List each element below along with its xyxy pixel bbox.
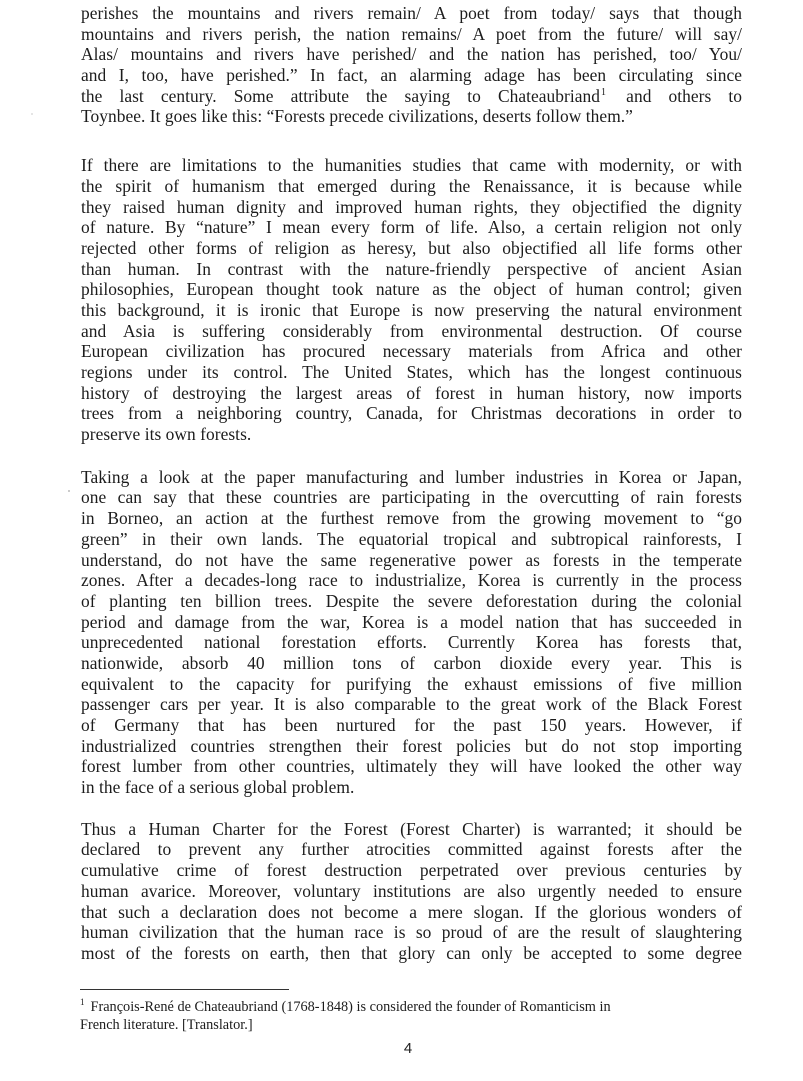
text-line: industrialized countries strengthen their forest policies but do not stop importing	[81, 735, 742, 756]
text-line: Alas/ mountains and rivers have perished/ and the nation has perished, too/ You/	[81, 44, 742, 65]
text-line: green” in their own lands. The equatorial tropical and subtropical rainforests, I	[81, 528, 742, 549]
footnote-line: French literature. [Translator.]	[80, 1016, 253, 1033]
text-line: nationwide, absorb 40 million tons of carbon dioxide every year. This is	[81, 652, 742, 673]
text-line: in Borneo, an action at the furthest remove from the growing movement to “go	[81, 508, 742, 529]
body-text	[81, 1, 742, 984]
text-line: trees from a neighboring country, Canada, for Christmas decorations in order to	[81, 403, 742, 424]
text-line: preserve its own forests.	[81, 424, 252, 445]
footnote-text: François-René de Chateaubriand (1768-1848) is considered the founder of Romanticism in	[90, 999, 611, 1015]
text-line: and Asia is suffering considerably from environmental destruction. Of course	[81, 320, 742, 341]
paragraph-4	[81, 819, 742, 964]
page-number: 4	[403, 1040, 413, 1057]
text-line: human avarice. Moreover, voluntary institutions are also urgently needed to ensure	[81, 880, 742, 901]
text-line: zones. After a decades-long race to industrialize, Korea is currently in the process	[81, 570, 742, 591]
text-segment: the last century. Some attribute the saying to Chateaubriand	[81, 85, 601, 106]
text-line: that such a declaration does not become a mere slogan. If the glorious wonders of	[81, 901, 742, 922]
text-line: rejected other forms of religion as heresy, but also objectified all life forms other	[81, 237, 742, 258]
text-line: equivalent to the capacity for purifying the exhaust emissions of five million	[81, 673, 742, 694]
text-line: most of the forests on earth, then that glory can only be accepted to some degree	[81, 942, 742, 963]
text-line: declared to prevent any further atrocities committed against forests after the	[81, 839, 742, 860]
footnote	[80, 999, 720, 1034]
text-line: regions under its control. The United States, which has the longest continuous	[81, 362, 742, 382]
text-line: understand, do not have the same regenerative power as forests in the temperate	[81, 549, 742, 570]
text-line: period and damage from the war, Korea is a model nation that has succeeded in	[81, 611, 742, 632]
text-line: history of destroying the largest areas of forest in human history, now imports	[81, 382, 742, 403]
scan-artifact	[31, 113, 33, 115]
text-line: of planting ten billion trees. Despite the severe deforestation during the colonial	[81, 590, 742, 611]
text-line: passenger cars per year. It is also comparable to the great work of the Black Forest	[81, 694, 742, 715]
footnote-line	[80, 999, 720, 1017]
paragraph-1	[81, 3, 742, 127]
paragraph-2	[81, 155, 742, 445]
text-line	[81, 86, 742, 107]
paragraph-3	[81, 467, 742, 798]
text-line: philosophies, European thought took nature as the object of human control; given	[81, 279, 742, 300]
text-line: the spirit of humanism that emerged during the Renaissance, it is because while	[81, 175, 742, 196]
scan-artifact	[68, 490, 70, 492]
text-line: this background, it is ironic that Europe is now preserving the natural environment	[81, 299, 742, 320]
text-line: human civilization that the human race is so proud of are the result of slaughtering	[81, 922, 742, 943]
text-line: Taking a look at the paper manufacturing and lumber industries in Korea or Japan,	[81, 466, 742, 487]
text-line: perishes the mountains and rivers remain/ A poet from today/ says that though	[81, 3, 742, 23]
text-line: Toynbee. It goes like this: “Forests precede civilizations, deserts follow them.”	[81, 106, 633, 127]
text-line: one can say that these countries are participating in the overcutting of rain forests	[81, 487, 742, 508]
text-line: of nature. By “nature” I mean every form of life. Also, a certain religion not only	[81, 217, 742, 238]
text-line: of Germany that has been nurtured for the past 150 years. However, if	[81, 715, 742, 735]
footnote-divider	[80, 989, 289, 990]
text-line: than human. In contrast with the nature-friendly perspective of ancient Asian	[81, 258, 742, 279]
footnote-reference[interactable]: 1	[601, 86, 607, 98]
text-line: If there are limitations to the humanities studies that came with modernity, or with	[81, 155, 742, 176]
text-line: they raised human dignity and improved human rights, they objectified the dignity	[81, 196, 742, 217]
text-line: mountains and rivers perish, the nation remains/ A poet from the future/ will say/	[81, 23, 742, 44]
text-line: Thus a Human Charter for the Forest (Forest Charter) is warranted; it should be	[81, 818, 742, 839]
text-line: unprecedented national forestation efforts. Currently Korea has forests that,	[81, 632, 742, 653]
text-line: European civilization has procured necessary materials from Africa and other	[81, 341, 742, 362]
text-line: in the face of a serious global problem.	[81, 777, 355, 798]
footnote-marker: 1	[80, 997, 85, 1007]
text-line: forest lumber from other countries, ultimately they will have looked the other way	[81, 756, 742, 777]
text-line: cumulative crime of forest destruction perpetrated over previous centuries by	[81, 860, 742, 881]
text-segment: and others to	[609, 85, 742, 106]
text-line: and I, too, have perished.” In fact, an alarming adage has been circulating since	[81, 65, 742, 86]
